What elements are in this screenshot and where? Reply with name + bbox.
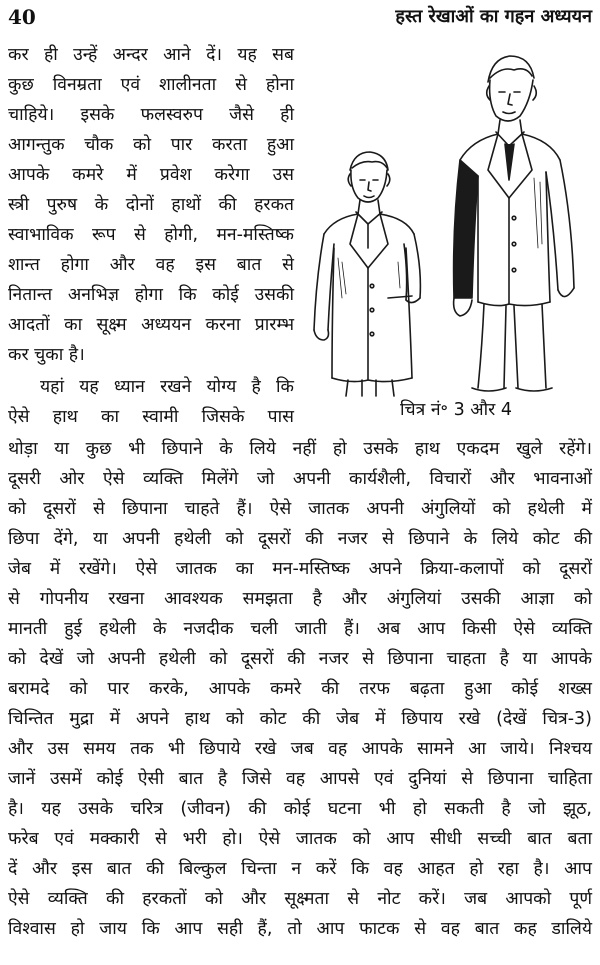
text-line: आपके कमरे में प्रवेश करेगा उस bbox=[8, 165, 294, 185]
text-line: जानें उसमें कोई ऐसी बात है जिसे वह आपसे एवं दुनियां से छिपाना चाहिता bbox=[8, 769, 592, 789]
text-line: है। यह उसके चरित्र (जीवन) की कोई घटना भी हो सकती है जो झूठ, bbox=[8, 799, 592, 819]
text-line: को दूसरों से छिपाना चाहते हैं। ऐसे जातक अपनी अंगुलियों को हथेली में bbox=[8, 499, 592, 519]
text-line: नितान्त अनभिज्ञ होगा कि कोई उसकी bbox=[8, 285, 294, 305]
illustration-figures-3-4 bbox=[302, 48, 600, 398]
page-header bbox=[8, 4, 592, 32]
text-line: आदतों का सूक्ष्म अध्ययन करना प्रारम्भ bbox=[8, 315, 294, 335]
figure-3-man-drawing bbox=[314, 152, 420, 396]
text-line: मानती हुई हथेली के नजदीक चली जाती हैं। अब आप किसी ऐसे व्यक्ति bbox=[8, 619, 592, 639]
figure-4-man-drawing bbox=[454, 56, 574, 391]
figure-caption: चित्र नं॰ 3 और 4 bbox=[399, 400, 513, 420]
text-line: थोड़ा या कुछ भी छिपाने के लिये नहीं हो उसके हाथ एकदम खुले रहेंगे। bbox=[8, 439, 592, 459]
text-line: फरेब एवं मक्कारी से भरी हो। ऐसे जातक को आप सीधी सच्ची बात बता bbox=[8, 829, 592, 849]
text-line: विश्वास हो जाय कि आप सही हैं, तो आप फाटक से वह बात कह डालिये bbox=[8, 919, 592, 939]
paragraph-start-line: यहां यह ध्यान रखने योग्य है कि bbox=[40, 377, 294, 397]
page-number: 40 bbox=[8, 5, 36, 29]
text-line: कर ही उन्हें अन्दर आने दें। यह सब bbox=[8, 45, 294, 65]
text-line: आगन्तुक चौक को पार करता हुआ bbox=[8, 135, 294, 155]
text-line: चिन्तित मुद्रा में अपने हाथ को कोट की जेब में छिपाय रखे (देखें चित्र-3) bbox=[8, 709, 592, 729]
text-line: ऐसे हाथ का स्वामी जिसके पास bbox=[8, 407, 294, 427]
text-line: को देखें जो अपनी हथेली को दूसरों की नजर से छिपाना चाहता है या आपके bbox=[8, 649, 592, 669]
text-line: और उस समय तक भी छिपाये रखे जब वह आपके सामने आ जाये। निश्चय bbox=[8, 739, 592, 759]
text-line: दें और इस बात की बिल्कुल चिन्ता न करें कि वह आहत हो रहा है। आप bbox=[8, 859, 592, 879]
text-line: शान्त होगा और वह इस बात से bbox=[8, 255, 294, 275]
running-title: हस्त रेखाओं का गहन अध्ययन bbox=[395, 6, 592, 27]
text-line: जेब में रखेंगे। ऐसे जातक का मन-मस्तिष्क अपने क्रिया-कलापों को दूसरों bbox=[8, 559, 592, 579]
text-line: कर चुका है। bbox=[8, 345, 85, 365]
text-line: कुछ विनम्रता एवं शालीनता से होना bbox=[8, 75, 294, 95]
text-line: दूसरी ओर ऐसे व्यक्ति मिलेंगे जो अपनी कार्यशैली, विचारों और भावनाओं bbox=[8, 469, 592, 489]
text-line: स्वाभाविक रूप से होगी, मन-मस्तिष्क bbox=[8, 225, 294, 245]
text-line: से गोपनीय रखना आवश्यक समझता है और अंगुलियां उसकी आज्ञा को bbox=[8, 589, 592, 609]
text-line: ऐसे व्यक्ति की हरकतों को और सूक्ष्मता से नोट करें। जब आपको पूर्ण bbox=[8, 889, 592, 909]
text-line: स्त्री पुरुष के दोनों हाथों की हरकत bbox=[8, 195, 294, 215]
text-line: चाहिये। इसके फलस्वरुप जैसे ही bbox=[8, 105, 294, 125]
text-line: छिपा देंगे, या अपनी हथेली को दूसरों की नजर से छिपाने के लिये कोट की bbox=[8, 529, 592, 549]
text-line: बरामदे को पार करके, आपके कमरे की तरफ बढ़ता हुआ कोई शख्स bbox=[8, 679, 592, 699]
